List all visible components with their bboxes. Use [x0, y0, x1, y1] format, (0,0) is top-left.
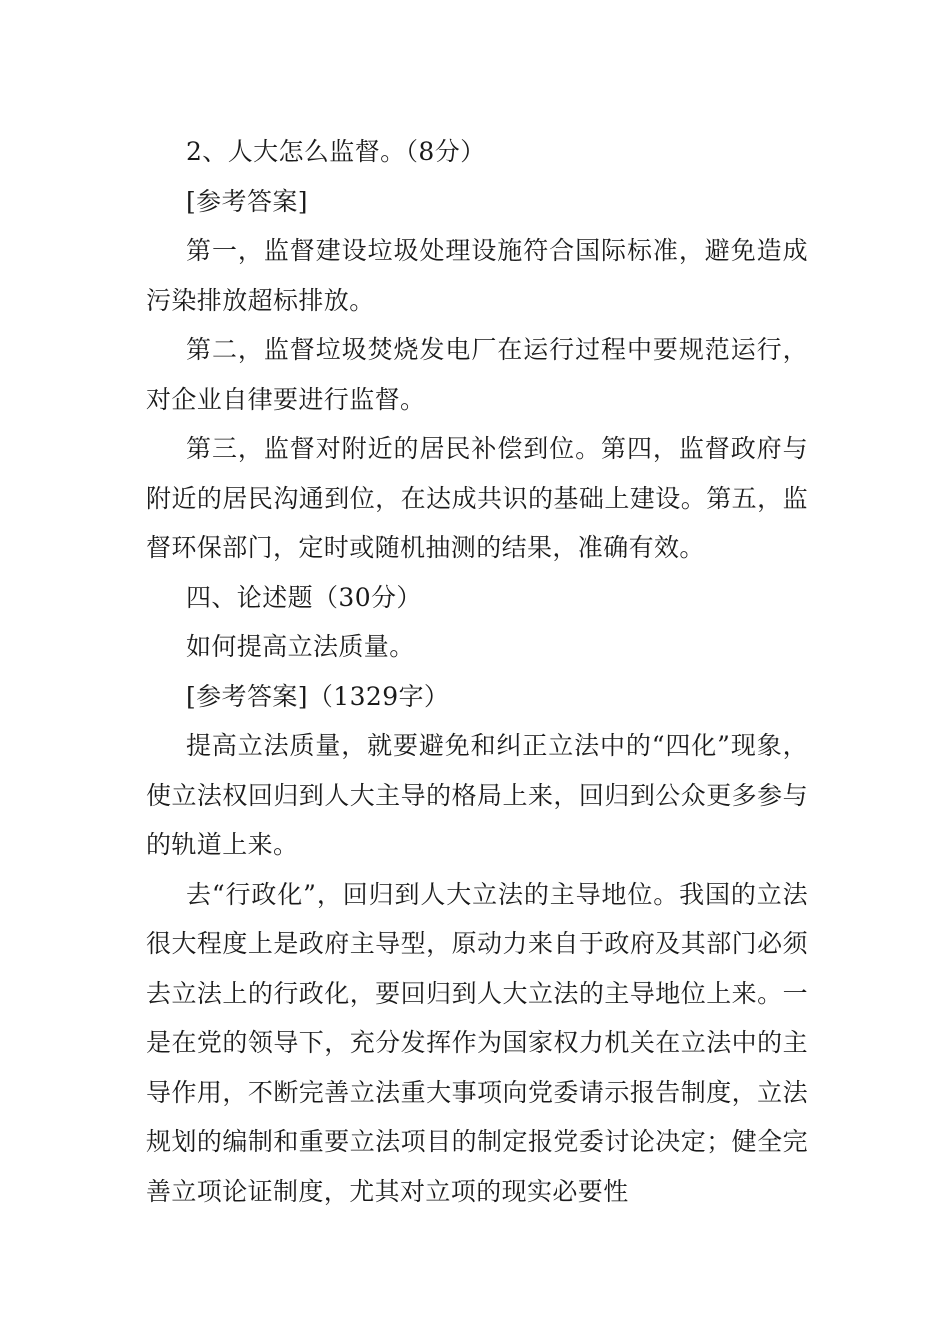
document-body: [146, 127, 808, 1216]
answer-label-with-count: [参考答案]（1329字）: [186, 681, 450, 711]
answer-paragraph-1: 第一，监督建设垃圾处理设施符合国际标准，避免造成污染排放超标排放。: [146, 236, 808, 315]
essay-paragraph-1: 提高立法质量，就要避免和纠正立法中的“四化”现象，使立法权回归到人大主导的格局上来，回归到公众更多参与的轨道上来。: [146, 731, 808, 859]
answer-label: [参考答案]: [186, 186, 308, 216]
essay-paragraph-2: 去“行政化”，回归到人大立法的主导地位。我国的立法很大程度上是政府主导型，原动力来自于政府及其部门必须去立法上的行政化，要回归到人大立法的主导地位上来。一是在党的领导下，充分发挥作为国家权力机关在立法中的主导作用，不断完善立法重大事项向党委请示报告制度，立法规划的编制和重要立法项目的制定报党委讨论决定；健全完善立项论证制度，尤其对立项的现实必要性: [146, 879, 808, 1206]
answer-paragraph-2: 第二，监督垃圾焚烧发电厂在运行过程中要规范运行，对企业自律要进行监督。: [146, 335, 808, 414]
answer-paragraph-3: 第三，监督对附近的居民补偿到位。第四，监督政府与附近的居民沟通到位，在达成共识的基础上建设。第五，监督环保部门，定时或随机抽测的结果，准确有效。: [146, 434, 808, 562]
question-heading: 2、人大怎么监督。（8分）: [186, 137, 486, 166]
essay-question: 如何提高立法质量。: [186, 632, 415, 661]
section-heading: 四、论述题（30分）: [186, 582, 422, 612]
